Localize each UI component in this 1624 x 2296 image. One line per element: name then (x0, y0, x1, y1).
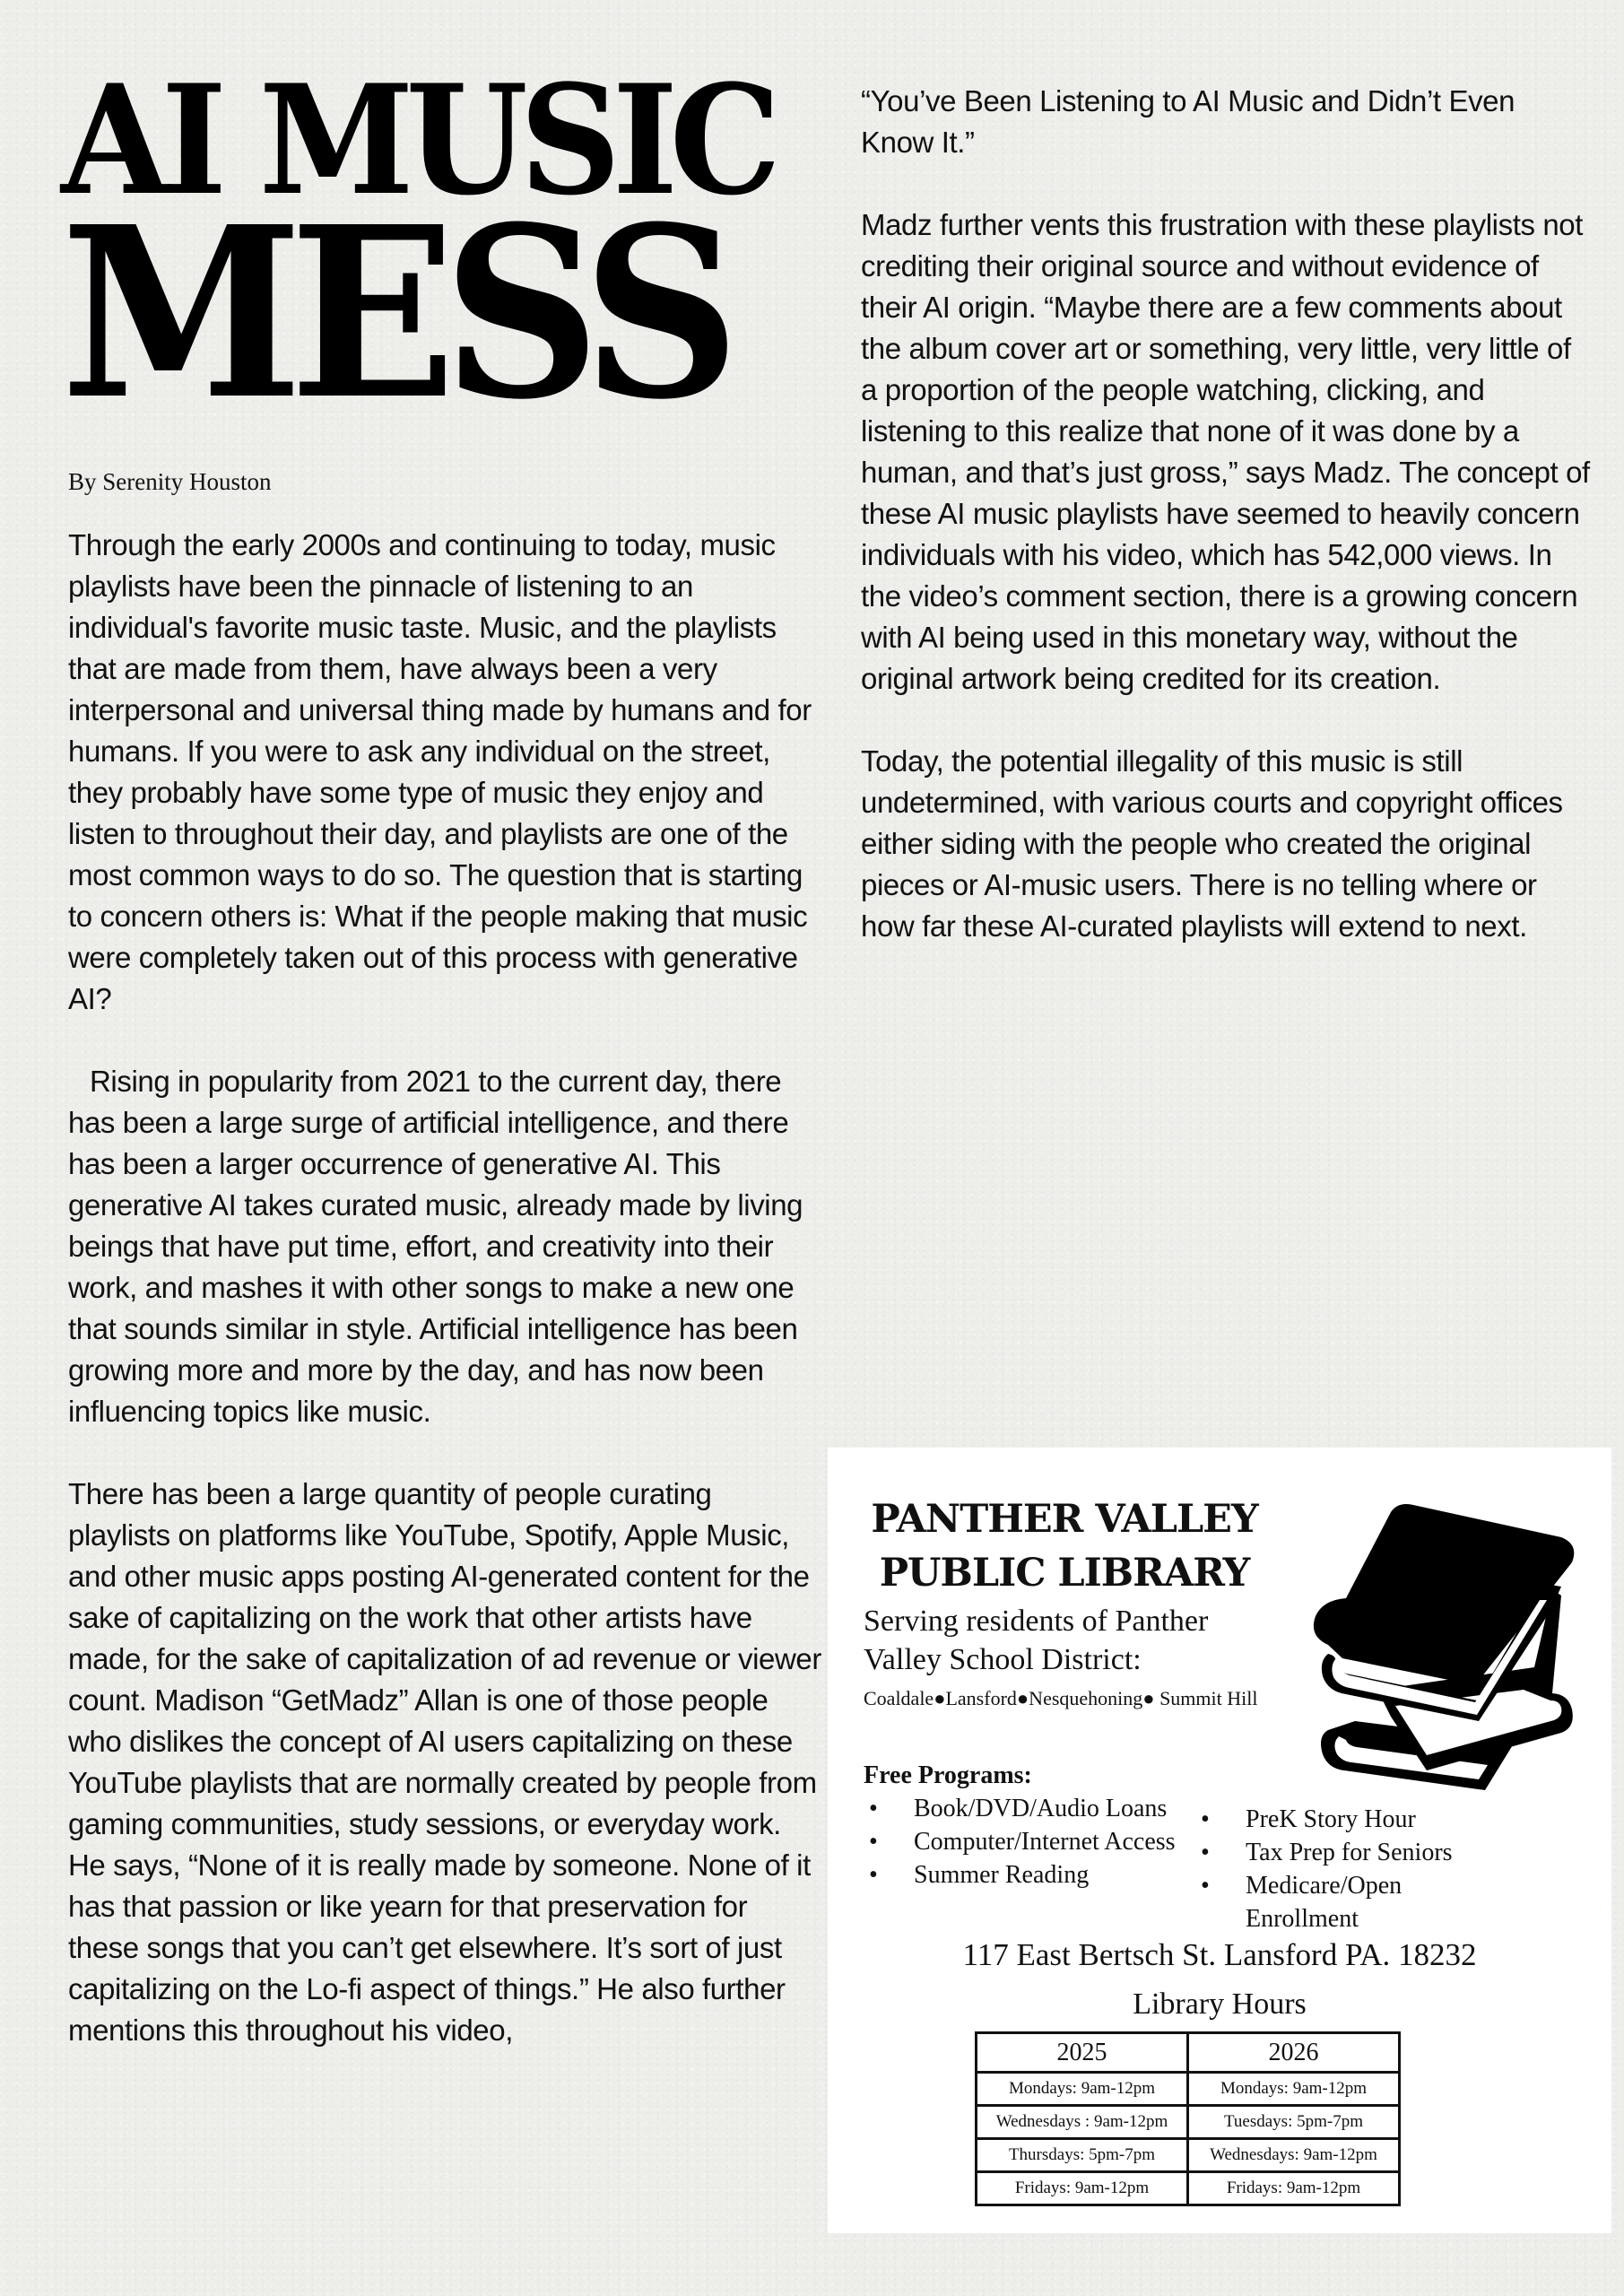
programs-list-right (1195, 1803, 1491, 1935)
library-name-line-2: PUBLIC LIBRARY (879, 1551, 1250, 1596)
hours-cell: Thursdays: 5pm-7pm (977, 2139, 1188, 2172)
hours-row (977, 2139, 1400, 2172)
article-left-column (68, 525, 821, 2092)
library-name-line-1: PANTHER VALLEY (871, 1497, 1258, 1542)
library-hours-table (975, 2031, 1401, 2206)
hours-cell: Mondays: 9am-12pm (977, 2073, 1188, 2106)
program-item: • Tax Prep for Seniors (1195, 1836, 1491, 1869)
paragraph-intro: Through the early 2000s and continuing to today, music playlists have been the pinnacle of listening to an individual's favorite music taste. Music, and the playlists that are made from them, have always been a very interpersonal and universal thing made by humans and for humans. If you were to ask any individual on the street, they probably have some type of music they enjoy and listen to throughout their day, and playlists are one of the most common ways to do so. The question that is starting to concern others is: What if the people making that music were completely taken out of this process with generative AI? (68, 528, 812, 1015)
stack-of-books-icon (1292, 1501, 1588, 1797)
hours-cell: Wednesdays: 9am-12pm (1188, 2139, 1400, 2172)
hours-row (977, 2172, 1400, 2205)
library-address: 117 East Bertsch St. Lansford PA. 18232 (962, 1937, 1477, 1972)
hours-cell: Wednesdays : 9am-12pm (977, 2106, 1188, 2139)
program-item: • Book/DVD/Audio Loans (864, 1792, 1195, 1825)
paragraph-rise-of-ai: Rising in popularity from 2021 to the current day, there has been a large surge of artificial intelligence, and there has been a larger occurrence of generative AI. This generative AI takes curated music, already made by living beings that have put time, effort, and creativity into their work, and mashes it with other songs to make a new one that sounds similar in style. Artificial intelligence has been growing more and more by the day, and has now been influencing topics like music. (68, 1065, 803, 1428)
program-item: • PreK Story Hour (1195, 1803, 1491, 1836)
hours-cell: Tuesdays: 5pm-7pm (1188, 2106, 1400, 2139)
library-hours-heading: Library Hours (1133, 1987, 1307, 2021)
headline-line-1: AI MUSIC (61, 51, 773, 229)
hours-year-header: 2026 (1188, 2033, 1400, 2073)
paragraph-conclusion: Today, the potential illegality of this music is still undetermined, with various courts and copyright offices either siding with the people who created the original pieces or AI-music users. There is no telling where or how far these AI-curated playlists will extend to next. (861, 744, 1563, 943)
program-item: • Computer/Internet Access (864, 1825, 1195, 1858)
paragraph-video-title: “You’ve Been Listening to AI Music and Didn’t Even Know It.” (861, 84, 1515, 159)
serving-statement: Serving residents of Panther Valley School District: (864, 1605, 1209, 1676)
programs-list-left (864, 1792, 1195, 1892)
headline-line-2: MESS (61, 175, 727, 451)
program-item: • Medicare/Open Enrollment (1195, 1869, 1491, 1935)
library-advertisement (828, 1448, 1611, 2233)
hours-cell: Mondays: 9am-12pm (1188, 2073, 1400, 2106)
hours-cell: Fridays: 9am-12pm (1188, 2172, 1400, 2205)
served-towns: Coaldale●Lansford●Nesquehoning● Summit Hill (864, 1687, 1258, 1709)
article-right-column (861, 81, 1592, 988)
paragraph-playlists: There has been a large quantity of people curating playlists on platforms like YouTube, Spotify, Apple Music, and other music apps posting AI-generated content for the sake of capitalizing on the work that other artists have made, for the sake of capitalization of ad revenue or viewer count. Madison “GetMadz” Allan is one of those people who dislikes the concept of AI users capitalizing on these YouTube playlists that are normally created by people from gaming communities, study sessions, or everyday work. He says, “None of it is really made by someone. None of it has that passion or like yearn for that preservation for these songs that you can’t get elsewhere. It’s sort of just capitalizing on the Lo-fi aspect of things.” He also further mentions this throughout his video, (68, 1477, 821, 2047)
hours-row (977, 2073, 1400, 2106)
hours-year-header: 2025 (977, 2033, 1188, 2073)
hours-header-row (977, 2033, 1400, 2073)
library-name (864, 1492, 1265, 1600)
program-item: • Summer Reading (864, 1858, 1195, 1892)
free-programs-heading: Free Programs: (864, 1761, 1032, 1789)
paragraph-madz-quote: Madz further vents this frustration with these playlists not crediting their original source and without evidence of their AI origin. “Maybe there are a few comments about the album cover art or something, very little, very little of a proportion of the people watching, clicking, and listening to this realize that none of it was done by a human, and that’s just gross,” says Madz. The concept of these AI music playlists have seemed to heavily concern individuals with his video, which has 542,000 views. In the video’s comment section, there is a growing concern with AI being used in this monetary way, without the original artwork being credited for its creation. (861, 208, 1590, 695)
hours-cell: Fridays: 9am-12pm (977, 2172, 1188, 2205)
hours-row (977, 2106, 1400, 2139)
byline: By Serenity Houston (68, 468, 272, 495)
